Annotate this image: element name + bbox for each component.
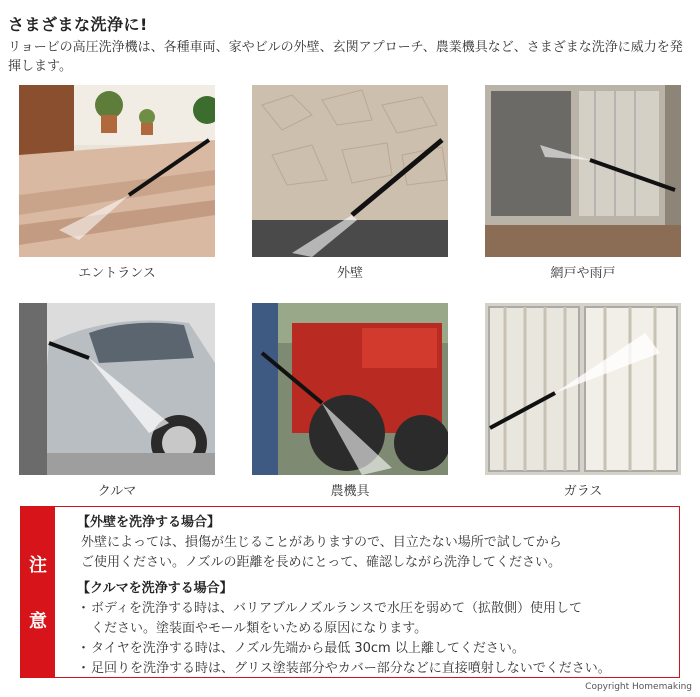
copyright: Copyright Homemaking bbox=[585, 682, 692, 692]
list-item bbox=[77, 599, 667, 619]
photo-glass bbox=[485, 303, 681, 475]
photo-entrance bbox=[19, 85, 215, 257]
section-exterior-heading: 【外壁を洗浄する場合】 bbox=[77, 515, 221, 530]
caption-exterior-wall: 外壁 bbox=[336, 266, 363, 281]
section-exterior-line: ご使用ください。ノズルの距離を長めにとって、確認しながら洗浄してください。 bbox=[81, 555, 561, 570]
list-item-text: 足回りを洗浄する時は、グリス塗装部分やカバー部分などに直接噴射しないでください。 bbox=[91, 661, 611, 676]
page-title: さまざまな洗浄に! bbox=[8, 15, 148, 34]
photo-farm-machinery bbox=[252, 303, 448, 475]
caution-label-bottom: 意 bbox=[29, 611, 47, 632]
caution-body bbox=[77, 513, 667, 679]
caption-entrance: エントランス bbox=[78, 266, 156, 281]
list-item-text: ボディを洗浄する時は、バリアブルノズルランスで水圧を弱めて（拡散側）使用して bbox=[91, 601, 583, 616]
photo-screen-door bbox=[485, 85, 681, 257]
caution-notice bbox=[20, 506, 680, 678]
caution-label-top: 注 bbox=[29, 555, 47, 576]
list-item bbox=[77, 619, 667, 639]
caption-car: クルマ bbox=[97, 484, 137, 499]
caption-screen-door: 網戸や雨戸 bbox=[550, 266, 616, 281]
photo-exterior-wall bbox=[252, 85, 448, 257]
list-item-text: ください。塗装面やモール類をいためる原因になります。 bbox=[91, 621, 428, 636]
bullet: ・ bbox=[77, 641, 91, 656]
caption-glass: ガラス bbox=[563, 484, 603, 499]
section-exterior-line: 外壁によっては、損傷が生じることがありますので、目立たない場所で試してから bbox=[81, 535, 562, 550]
section-car-heading: 【クルマを洗浄する場合】 bbox=[77, 581, 233, 596]
caption-farm-machinery: 農機具 bbox=[330, 484, 370, 499]
intro-text: リョービの高圧洗浄機は、各種車両、家やビルの外壁、玄関アプローチ、農業機具など、さまざまな洗浄に威力を発揮します。 bbox=[8, 40, 683, 74]
list-item bbox=[77, 639, 667, 659]
caution-label-bar bbox=[21, 507, 55, 677]
bullet: ・ bbox=[77, 601, 91, 616]
photo-car bbox=[19, 303, 215, 475]
list-item-text: タイヤを洗浄する時は、ノズル先端から最低 30cm 以上離してください。 bbox=[91, 641, 525, 656]
list-item bbox=[77, 659, 667, 679]
bullet: ・ bbox=[77, 661, 91, 676]
